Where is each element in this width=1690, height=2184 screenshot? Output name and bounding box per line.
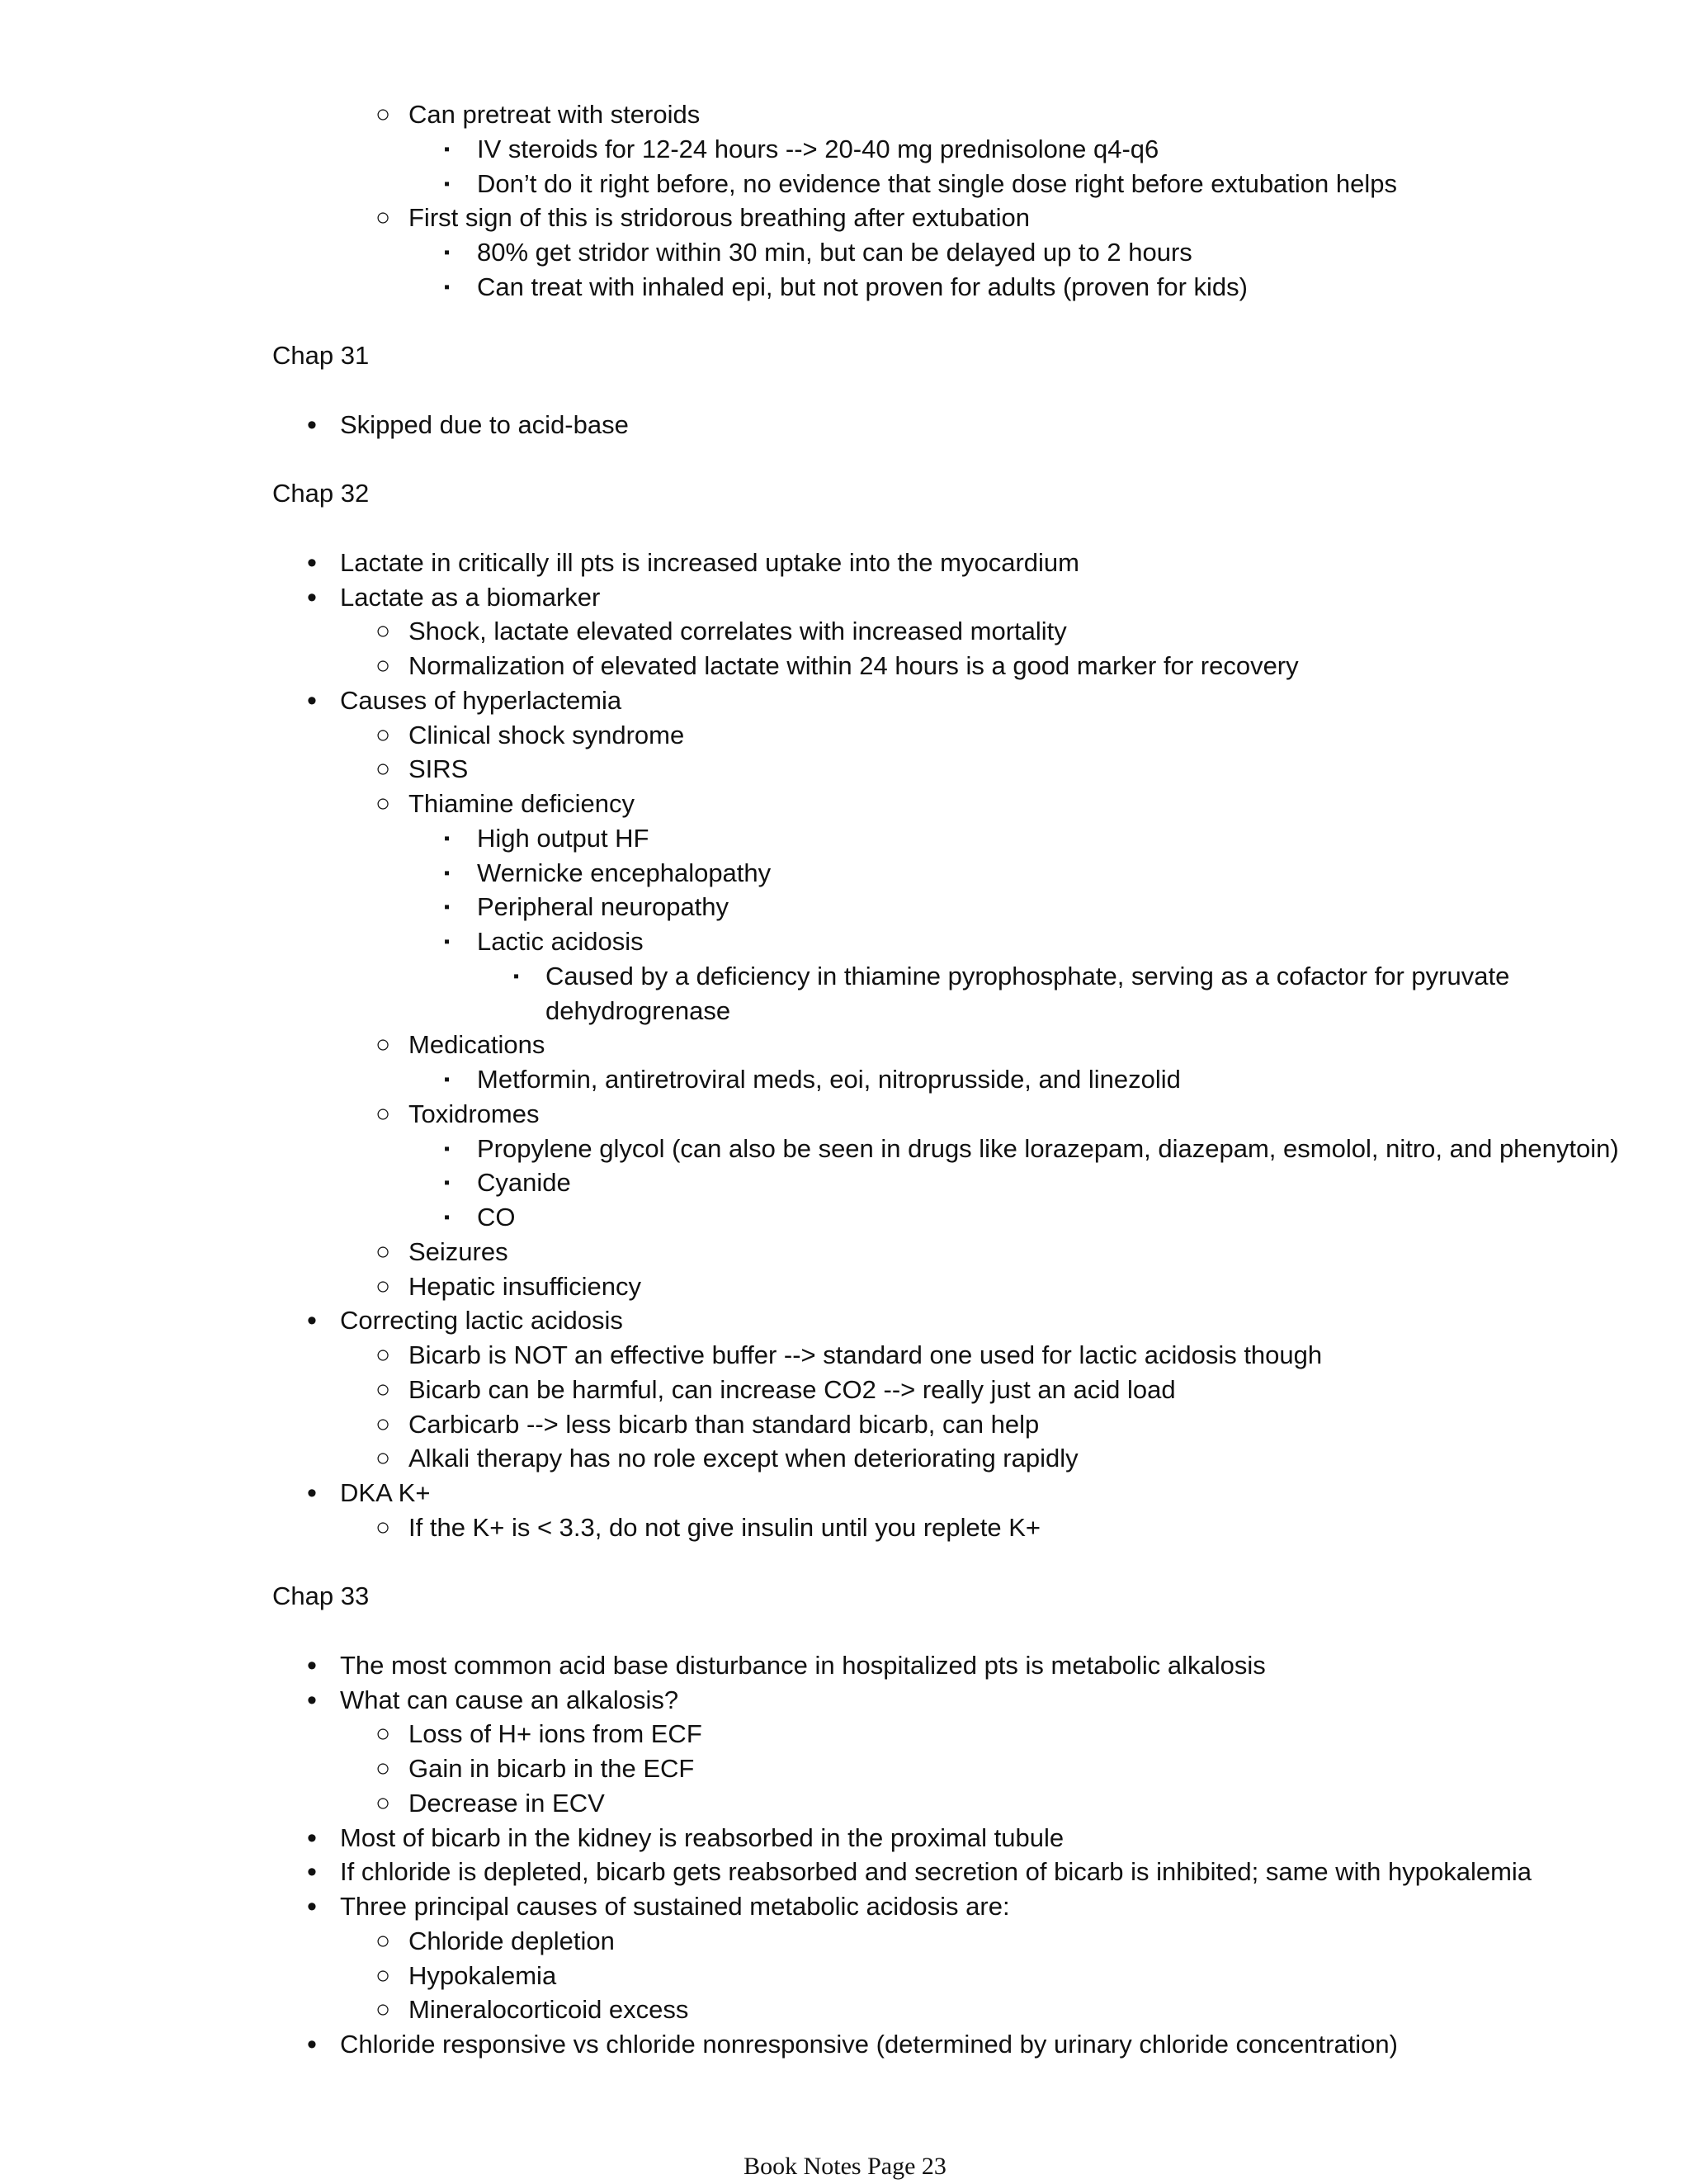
- bullet-disc-icon: •: [307, 684, 317, 716]
- bullet-square-icon: ▪: [444, 1139, 451, 1158]
- list-item-level-3: Metformin, antiretroviral meds, eoi, nitroprusside, and linezolid: [477, 1065, 1181, 1094]
- bullet-circle-icon: ○: [375, 101, 391, 128]
- list-item-level-3: Propylene glycol (can also be seen in drugs like lorazepam, diazepam, esmolol, nitro, and phenytoin): [477, 1133, 1619, 1163]
- bullet-circle-icon: ○: [375, 617, 391, 645]
- list-item-level-1: Causes of hyperlactemia: [340, 685, 622, 715]
- list-item-level-2: Gain in bicarb in the ECF: [408, 1754, 695, 1783]
- bullet-circle-icon: ○: [375, 1513, 391, 1541]
- list-item-level-3: IV steroids for 12-24 hours --> 20-40 mg prednisolone q4-q6: [477, 134, 1159, 163]
- bullet-disc-icon: •: [307, 1305, 317, 1337]
- bullet-square-icon: ▪: [444, 863, 451, 882]
- chapter-heading: Chap 33: [272, 1581, 370, 1611]
- list-item-level-2: Can pretreat with steroids: [408, 100, 701, 129]
- bullet-square-icon: ▪: [444, 1208, 451, 1227]
- list-item-level-1: If chloride is depleted, bicarb gets reabsorbed and secretion of bicarb is inhibited; same with hypokalemia: [340, 1857, 1532, 1887]
- bullet-circle-icon: ○: [375, 1375, 391, 1403]
- bullet-square-icon: ▪: [444, 1174, 451, 1193]
- bullet-circle-icon: ○: [375, 1720, 391, 1748]
- list-item-level-2: Hepatic insufficiency: [408, 1271, 642, 1301]
- list-item-level-1: Most of bicarb in the kidney is reabsorbed in the proximal tubule: [340, 1822, 1065, 1852]
- page-footer: Book Notes Page 23: [744, 2153, 946, 2180]
- bullet-disc-icon: •: [307, 1822, 317, 1854]
- bullet-circle-icon: ○: [375, 1926, 391, 1955]
- list-item-level-2: Seizures: [408, 1236, 508, 1266]
- list-item-level-2: Hypokalemia: [408, 1960, 557, 1990]
- list-item-level-3: Can treat with inhaled epi, but not proven for adults (proven for kids): [477, 272, 1248, 301]
- list-item-level-2: Chloride depletion: [408, 1926, 615, 1955]
- bullet-circle-icon: ○: [375, 1755, 391, 1782]
- bullet-circle-icon: ○: [375, 1444, 391, 1473]
- list-item-level-2: Bicarb can be harmful, can increase CO2 --> really just an acid load: [408, 1374, 1176, 1404]
- list-item-level-2: Normalization of elevated lactate within 24 hours is a good marker for recovery: [408, 651, 1299, 680]
- list-item-level-2: Bicarb is NOT an effective buffer --> standard one used for lactic acidosis though: [408, 1340, 1323, 1369]
- bullet-circle-icon: ○: [375, 1789, 391, 1817]
- bullet-square-icon: ▪: [444, 933, 451, 951]
- bullet-circle-icon: ○: [375, 652, 391, 679]
- bullet-square-icon: ▪: [444, 898, 451, 917]
- bullet-disc-icon: •: [307, 1684, 317, 1716]
- list-item-level-2: First sign of this is stridorous breathing after extubation: [408, 203, 1030, 233]
- list-item-level-1: Three principal causes of sustained metabolic acidosis are:: [340, 1892, 1010, 1921]
- bullet-circle-icon: ○: [375, 721, 391, 749]
- chapter-heading: Chap 31: [272, 341, 370, 371]
- list-item-level-2: If the K+ is < 3.3, do not give insulin until you replete K+: [408, 1512, 1041, 1542]
- bullet-square-icon: ▪: [444, 139, 451, 158]
- list-item-level-1: Chloride responsive vs chloride nonresponsive (determined by urinary chloride concentration): [340, 2030, 1398, 2059]
- bullet-circle-icon: ○: [375, 1996, 391, 2024]
- bullet-circle-icon: ○: [375, 204, 391, 232]
- list-item-level-1: Lactate as a biomarker: [340, 582, 601, 612]
- list-item-level-2: Clinical shock syndrome: [408, 720, 685, 749]
- list-item-level-2: Alkali therapy has no role except when deteriorating rapidly: [408, 1444, 1079, 1473]
- bullet-square-icon: ▪: [444, 174, 451, 193]
- bullet-disc-icon: •: [307, 2029, 317, 2060]
- list-item-level-1: The most common acid base disturbance in hospitalized pts is metabolic alkalosis: [340, 1650, 1266, 1680]
- list-item-level-2: Carbicarb --> less bicarb than standard bicarb, can help: [408, 1409, 1040, 1439]
- bullet-circle-icon: ○: [375, 1410, 391, 1438]
- list-item-level-3: Don’t do it right before, no evidence that single dose right before extubation helps: [477, 168, 1398, 198]
- list-item-level-1: DKA K+: [340, 1478, 431, 1507]
- list-item-level-3: High output HF: [477, 823, 649, 853]
- bullet-circle-icon: ○: [375, 1272, 391, 1300]
- list-item-level-1: What can cause an alkalosis?: [340, 1685, 679, 1714]
- list-item-level-4: Caused by a deficiency in thiamine pyrophosphate, serving as a cofactor for pyruvate: [545, 961, 1510, 990]
- bullet-circle-icon: ○: [375, 1099, 391, 1127]
- bullet-square-icon: ▪: [444, 277, 451, 296]
- list-item-level-3: Lactic acidosis: [477, 927, 644, 956]
- list-item-level-1: Skipped due to acid-base: [340, 409, 629, 439]
- list-item-continuation: dehydrogrenase: [545, 995, 731, 1025]
- bullet-disc-icon: •: [307, 409, 317, 441]
- bullet-circle-icon: ○: [375, 1031, 391, 1059]
- list-item-level-2: Mineralocorticoid excess: [408, 1995, 689, 2025]
- list-item-level-2: SIRS: [408, 754, 469, 784]
- bullet-disc-icon: •: [307, 1891, 317, 1922]
- list-item-level-2: Loss of H+ ions from ECF: [408, 1719, 702, 1749]
- bullet-square-icon: ▪: [513, 967, 520, 986]
- list-item-level-1: Lactate in critically ill pts is increased uptake into the myocardium: [340, 547, 1079, 577]
- list-item-level-2: Thiamine deficiency: [408, 789, 635, 818]
- list-item-level-3: Wernicke encephalopathy: [477, 858, 772, 887]
- bullet-square-icon: ▪: [444, 1071, 451, 1089]
- bullet-circle-icon: ○: [375, 790, 391, 817]
- bullet-disc-icon: •: [307, 581, 317, 613]
- bullet-circle-icon: ○: [375, 755, 391, 783]
- bullet-square-icon: ▪: [444, 829, 451, 848]
- bullet-square-icon: ▪: [444, 243, 451, 262]
- bullet-circle-icon: ○: [375, 1237, 391, 1265]
- list-item-level-2: Medications: [408, 1030, 545, 1060]
- bullet-disc-icon: •: [307, 1856, 317, 1889]
- bullet-disc-icon: •: [307, 1649, 317, 1681]
- bullet-circle-icon: ○: [375, 1961, 391, 1989]
- bullet-circle-icon: ○: [375, 1341, 391, 1369]
- list-item-level-2: Decrease in ECV: [408, 1788, 605, 1818]
- bullet-disc-icon: •: [307, 1477, 317, 1509]
- list-item-level-2: Toxidromes: [408, 1099, 540, 1128]
- list-item-level-3: Peripheral neuropathy: [477, 892, 729, 922]
- list-item-level-2: Shock, lactate elevated correlates with increased mortality: [408, 617, 1067, 646]
- list-item-level-3: 80% get stridor within 30 min, but can be delayed up to 2 hours: [477, 238, 1192, 267]
- bullet-disc-icon: •: [307, 546, 317, 579]
- chapter-heading: Chap 32: [272, 479, 370, 508]
- list-item-level-3: Cyanide: [477, 1168, 571, 1198]
- list-item-level-1: Correcting lactic acidosis: [340, 1306, 623, 1335]
- list-item-level-3: CO: [477, 1203, 516, 1231]
